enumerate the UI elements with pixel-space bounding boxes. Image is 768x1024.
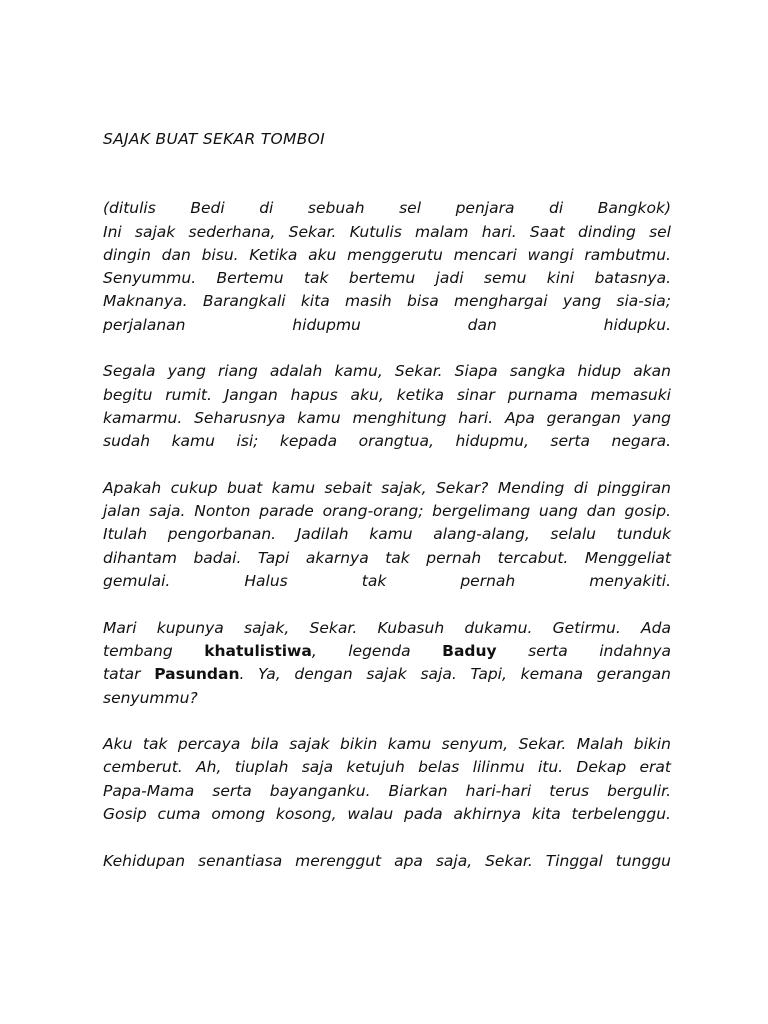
text-line: dihantam badai. Tapi akarnya tak pernah tercabut. Menggeliat: [103, 548, 671, 567]
text-line: perjalanan hidupmu dan hidupku.: [103, 315, 671, 334]
text-line-mixed: [103, 663, 671, 686]
text-line: sudah kamu isi; kepada orangtua, hidupmu, serta negara.: [103, 432, 671, 451]
emphasis-baduy: Baduy: [442, 641, 497, 660]
spacer: [103, 151, 671, 197]
text-fragment: tembang: [103, 641, 205, 660]
poem-subtitle: (ditulis Bedi di sebuah sel penjara di Bangkok): [103, 199, 671, 218]
text-line: kamarmu. Seharusnya kamu menghitung hari. Apa gerangan yang: [103, 408, 671, 427]
text-line: begitu rumit. Jangan hapus aku, ketika sinar purnama memasuki: [103, 385, 671, 404]
text-line: Papa-Mama serta bayanganku. Biarkan hari-hari terus bergulir.: [103, 781, 671, 800]
emphasis-khatulistiwa: khatulistiwa: [204, 641, 312, 660]
text-line: Apakah cukup buat kamu sebait sajak, Sekar? Mending di pinggiran: [103, 478, 671, 497]
text-fragment: . Ya, dengan sajak saja. Tapi, kemana gerangan: [239, 665, 671, 684]
poem-title: SAJAK BUAT SEKAR TOMBOI: [103, 130, 326, 148]
text-line: Kehidupan senantiasa merenggut apa saja, Sekar. Tinggal tunggu: [103, 851, 671, 870]
text-fragment: serta indahnya: [496, 641, 671, 660]
paragraph-5: [103, 733, 671, 826]
text-line: Mari kupunya sajak, Sekar. Kubasuh dukamu. Getirmu. Ada: [103, 618, 671, 637]
text-line: Ini sajak sederhana, Sekar. Kutulis malam hari. Saat dinding sel: [103, 222, 671, 241]
text-line: Itulah pengorbanan. Jadilah kamu alang-alang, selalu tunduk: [103, 525, 671, 544]
text-line-mixed: [103, 640, 671, 663]
text-line: senyummu?: [103, 688, 198, 707]
text-line: Senyummu. Bertemu tak bertemu jadi semu kini batasnya.: [103, 269, 671, 288]
paragraph-1: [103, 197, 671, 337]
text-fragment: , legenda: [311, 641, 443, 660]
text-line: gemulai. Halus tak pernah menyakiti.: [103, 572, 671, 591]
paragraph-4: [103, 617, 671, 710]
text-line: Gosip cuma omong kosong, walau pada akhirnya kita terbelenggu.: [103, 805, 671, 824]
text-fragment: tatar: [103, 665, 155, 684]
paragraph-3: [103, 477, 671, 593]
document-body: [103, 128, 671, 896]
emphasis-pasundan: Pasundan: [154, 665, 240, 684]
text-line: Segala yang riang adalah kamu, Sekar. Siapa sangka hidup akan: [103, 362, 671, 381]
text-line: Aku tak percaya bila sajak bikin kamu senyum, Sekar. Malah bikin: [103, 735, 671, 754]
paragraph-6: [103, 850, 671, 873]
text-line: dingin dan bisu. Ketika aku menggerutu mencari wangi rambutmu.: [103, 245, 671, 264]
paragraph-2: [103, 360, 671, 453]
text-line: jalan saja. Nonton parade orang-orang; bergelimang uang dan gosip.: [103, 502, 671, 521]
text-line: Maknanya. Barangkali kita masih bisa menghargai yang sia-sia;: [103, 292, 671, 311]
text-line: cemberut. Ah, tiuplah saja ketujuh belas lilinmu itu. Dekap erat: [103, 758, 671, 777]
